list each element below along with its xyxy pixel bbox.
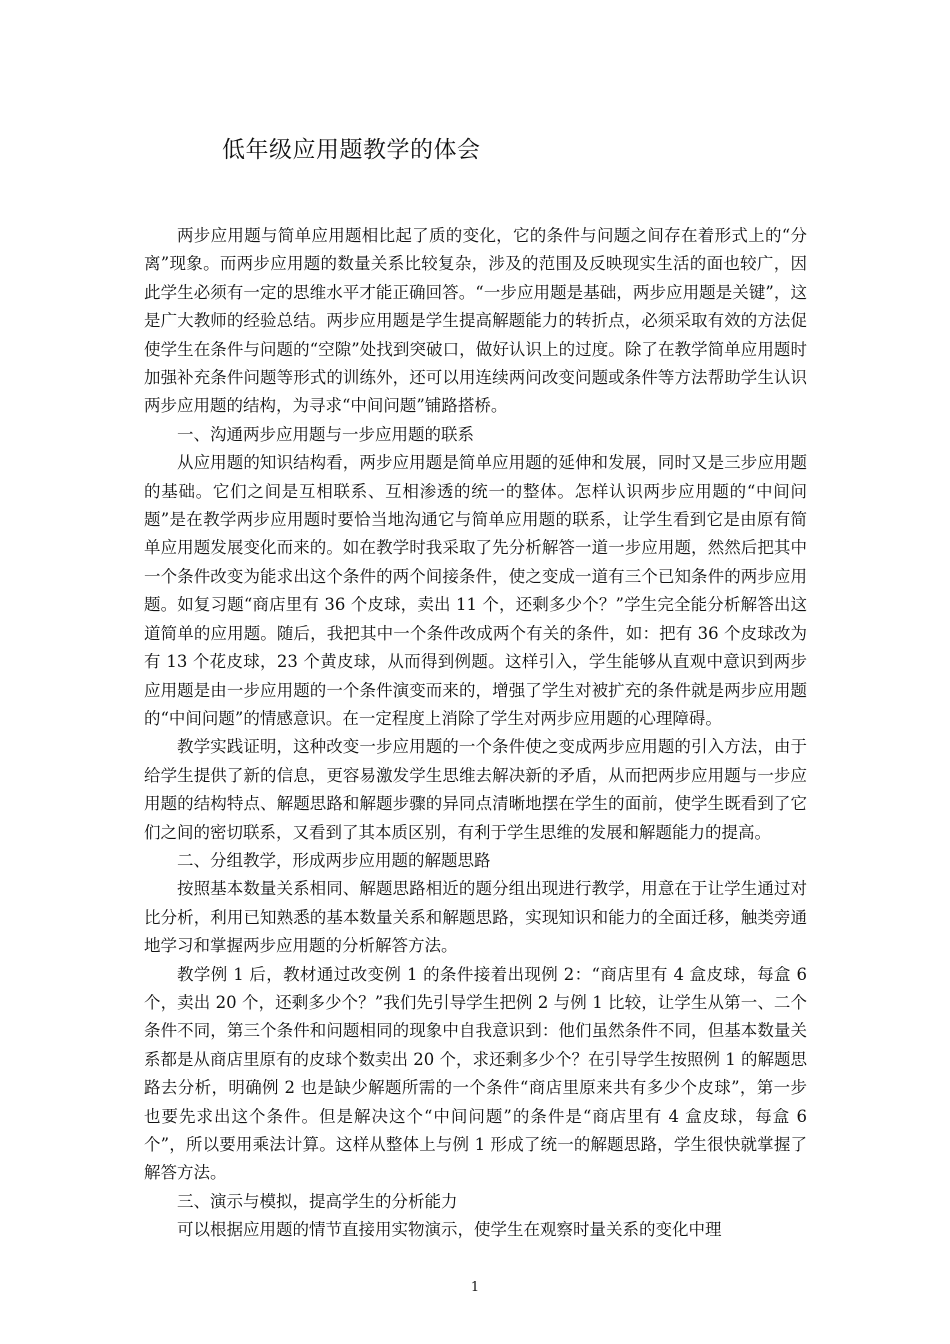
section-heading-2: 二、分组教学，形成两步应用题的解题思路	[177, 850, 491, 870]
section-heading-1: 一、沟通两步应用题与一步应用题的联系	[177, 424, 474, 444]
section-heading-3: 三、演示与模拟，提高学生的分析能力	[177, 1191, 458, 1211]
document-body	[144, 222, 807, 1245]
paragraph: 教学例 1 后，教材通过改变例 1 的条件接着出现例 2：“商店里有 4 盒皮球，每盒 6 个，卖出 20 个，还剩多少个？”我们先引导学生把例 2 与例 1 比较，让学生从第一、二个条件不同，第三个条件和问题相同的现象中自我意识到：他们虽然条件不同，但基本数量关系都是从商店里原有的皮球个数卖出 20 个，求还剩多少个？在引导学生按照例 1 的解题思路去分析，明确例 2 也是缺少解题所需的一个条件“商店里原来共有多少个皮球”，第一步也要先求出这个条件。但是解决这个“中间问题”的条件是“商店里有 4 盒皮球，每盒 6 个”，所以要用乘法计算。这样从整体上与例 1 形成了统一的解题思路，学生很快就掌握了解答方法。	[144, 964, 807, 1183]
page-number: 1	[470, 1280, 480, 1295]
paragraph: 教学实践证明，这种改变一步应用题的一个条件使之变成两步应用题的引入方法，由于给学生提供了新的信息，更容易激发学生思维去解决新的矛盾，从而把两步应用题与一步应用题的结构特点、解题思路和解题步骤的异同点清晰地摆在学生的面前，使学生既看到了它们之间的密切联系，又看到了其本质区别，有利于学生思维的发展和解题能力的提高。	[144, 737, 807, 842]
page-title: 低年级应用题教学的体会	[222, 137, 481, 163]
paragraph: 可以根据应用题的情节直接用实物演示，使学生在观察时量关系的变化中理	[177, 1220, 722, 1240]
paragraph-intro: 两步应用题与简单应用题相比起了质的变化，它的条件与问题之间存在着形式上的“分离”现象。而两步应用题的数量关系比较复杂，涉及的范围及反映现实生活的面也较广，因此学生必须有一定的思维水平才能正确回答。“一步应用题是基础，两步应用题是关键”，这是广大教师的经验总结。两步应用题是学生提高解题能力的转折点，必须采取有效的方法促使学生在条件与问题的“空隙”处找到突破口，做好认识上的过度。除了在教学简单应用题时加强补充条件问题等形式的训练外，还可以用连续两问改变问题或条件等方法帮助学生认识两步应用题的结构，为寻求“中间问题”铺路搭桥。	[144, 226, 807, 416]
paragraph: 按照基本数量关系相同、解题思路相近的题分组出现进行教学，用意在于让学生通过对比分析，利用已知熟悉的基本数量关系和解题思路，实现知识和能力的全面迁移，触类旁通地学习和掌握两步应用题的分析解答方法。	[144, 879, 807, 956]
paragraph: 从应用题的知识结构看，两步应用题是简单应用题的延伸和发展，同时又是三步应用题的基础。它们之间是互相联系、互相渗透的统一的整体。怎样认识两步应用题的“中间问题”是在教学两步应用题时要恰当地沟通它与简单应用题的联系，让学生看到它是由原有简单应用题发展变化而来的。如在教学时我采取了先分析解答一道一步应用题，然然后把其中一个条件改变为能求出这个条件的两个间接条件，使之变成一道有三个已知条件的两步应用题。如复习题“商店里有 36 个皮球，卖出 11 个，还剩多少个？”学生完全能分析解答出这道简单的应用题。随后，我把其中一个条件改成两个有关的条件，如：把有 36 个皮球改为有 13 个花皮球，23 个黄皮球，从而得到例题。这样引入，学生能够从直观中意识到两步应用题是由一步应用题的一个条件演变而来的，增强了学生对被扩充的条件就是两步应用题的“中间问题”的情感意识。在一定程度上消除了学生对两步应用题的心理障碍。	[144, 453, 807, 728]
